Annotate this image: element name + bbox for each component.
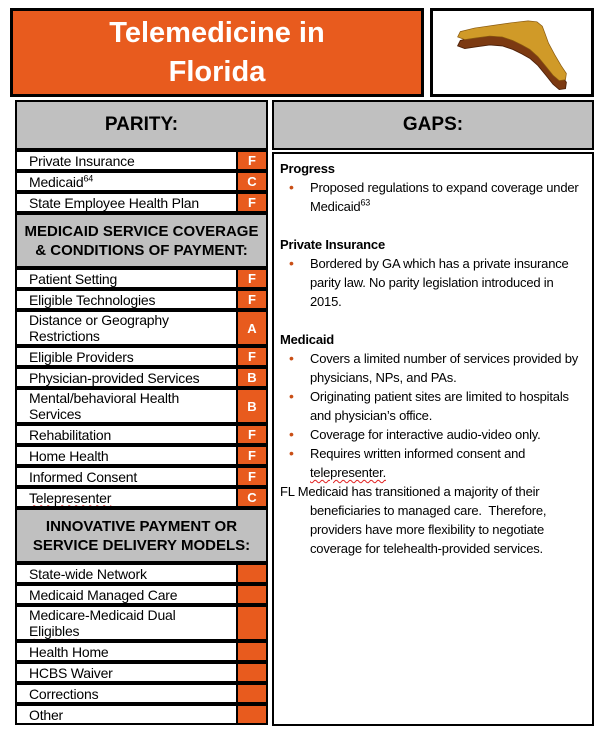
parity-row-private-insurance [15,150,268,171]
row-label: Mental/behavioral Health Services [29,390,180,422]
grade-cell [236,565,266,582]
row-label: Medicaid Managed Care [29,586,178,603]
parity-row-telepresenter [15,487,268,508]
grade-cell: C [236,173,266,190]
title-banner [10,8,424,97]
section-heading-innovative-payment-models: INNOVATIVE PAYMENT OR SERVICE DELIVERY MODELS: [15,508,268,563]
gap-bullet-medicaid-4: • Requires written informed consent and telepresenter. [280,444,588,482]
gaps-panel [272,100,594,726]
parity-heading: PARITY: [15,100,268,150]
grade-cell [236,685,266,702]
parity-row-state-wide-network [15,563,268,584]
row-label: Corrections [29,685,99,702]
gap-bullet-medicaid-3: • Coverage for interactive audio-video only. [280,425,588,444]
parity-row-eligible-technologies [15,289,268,310]
row-label: Other [29,706,64,723]
gap-section-heading-private-insurance: Private Insurance [280,237,385,252]
page-title-line-1: Telemedicine in [109,16,325,49]
florida-state-icon [437,12,587,94]
gaps-heading: GAPS: [272,100,594,150]
grade-cell [236,706,266,723]
grade-cell: B [236,369,266,386]
grade-cell [236,643,266,660]
parity-row-health-home [15,641,268,662]
grade-cell: F [236,270,266,287]
grade-cell [236,664,266,681]
parity-row-home-health [15,445,268,466]
row-label: State-wide Network [29,565,147,582]
row-label: State Employee Health Plan [29,194,199,211]
gap-section-heading-progress: Progress [280,161,335,176]
row-label: Distance or Geography Restrictions [29,312,169,344]
row-label: Private Insurance [29,152,135,169]
gap-bullet-progress-1: • Proposed regulations to expand coverage under Medicaid$^{63}$ [280,178,588,216]
row-label: HCBS Waiver [29,664,113,681]
grade-cell: F [236,348,266,365]
grade-cell: F [236,291,266,308]
row-label: Physician-provided Services [29,369,200,386]
grade-cell: F [236,447,266,464]
parity-row-eligible-providers [15,346,268,367]
grade-cell [236,607,266,639]
grade-cell: C [236,489,266,506]
row-label: Home Health [29,447,109,464]
parity-row-rehabilitation [15,424,268,445]
row-label: Medicare-Medicaid Dual Eligibles [29,607,176,639]
parity-row-state-employee-health-plan [15,192,268,213]
row-label: Medicaid$^{64}$ [29,173,94,190]
row-label: Informed Consent [29,468,138,485]
gaps-content [272,152,594,726]
parity-panel [15,100,268,725]
parity-row-distance-geography-restrictions [15,310,268,346]
grade-cell: F [236,194,266,211]
grade-cell [236,586,266,603]
row-label: Eligible Technologies [29,291,156,308]
row-label: Eligible Providers [29,348,134,365]
gap-section-heading-medicaid: Medicaid [280,332,335,347]
parity-row-medicaid [15,171,268,192]
page-title-line-2: Florida [168,55,266,88]
row-label: Health Home [29,643,109,660]
parity-row-hcbs-waiver [15,662,268,683]
parity-row-informed-consent [15,466,268,487]
grade-cell: B [236,390,266,422]
parity-row-medicare-medicaid-dual-eligibles [15,605,268,641]
parity-row-patient-setting [15,268,268,289]
closing-paragraph: FL Medicaid has transitioned a majority of their beneficiaries to managed care. Therefore, providers have more flexibility to negotiate coverage for telehealth-provided services. [280,484,550,556]
grade-cell: F [236,468,266,485]
parity-row-medicaid-managed-care [15,584,268,605]
row-label: Rehabilitation [29,426,112,443]
grade-cell: F [236,426,266,443]
row-label: Telepresenter [29,489,112,506]
gap-bullet-medicaid-1: • Covers a limited number of services provided by physicians, NPs, and PAs. [280,349,588,387]
florida-image-panel [430,8,594,97]
row-label: Patient Setting [29,270,118,287]
parity-row-other [15,704,268,725]
parity-row-mental-behavioral-health-services [15,388,268,424]
grade-cell: A [236,312,266,344]
grade-cell: F [236,152,266,169]
gap-bullet-private-insurance-1: • Bordered by GA which has a private insurance parity law. No parity legislation introduced in 2015. [280,254,588,311]
parity-row-physician-provided-services [15,367,268,388]
section-heading-medicaid-service-coverage: MEDICAID SERVICE COVERAGE & CONDITIONS OF PAYMENT: [15,213,268,268]
parity-row-corrections [15,683,268,704]
gap-bullet-medicaid-2: • Originating patient sites are limited to hospitals and physician’s office. [280,387,588,425]
